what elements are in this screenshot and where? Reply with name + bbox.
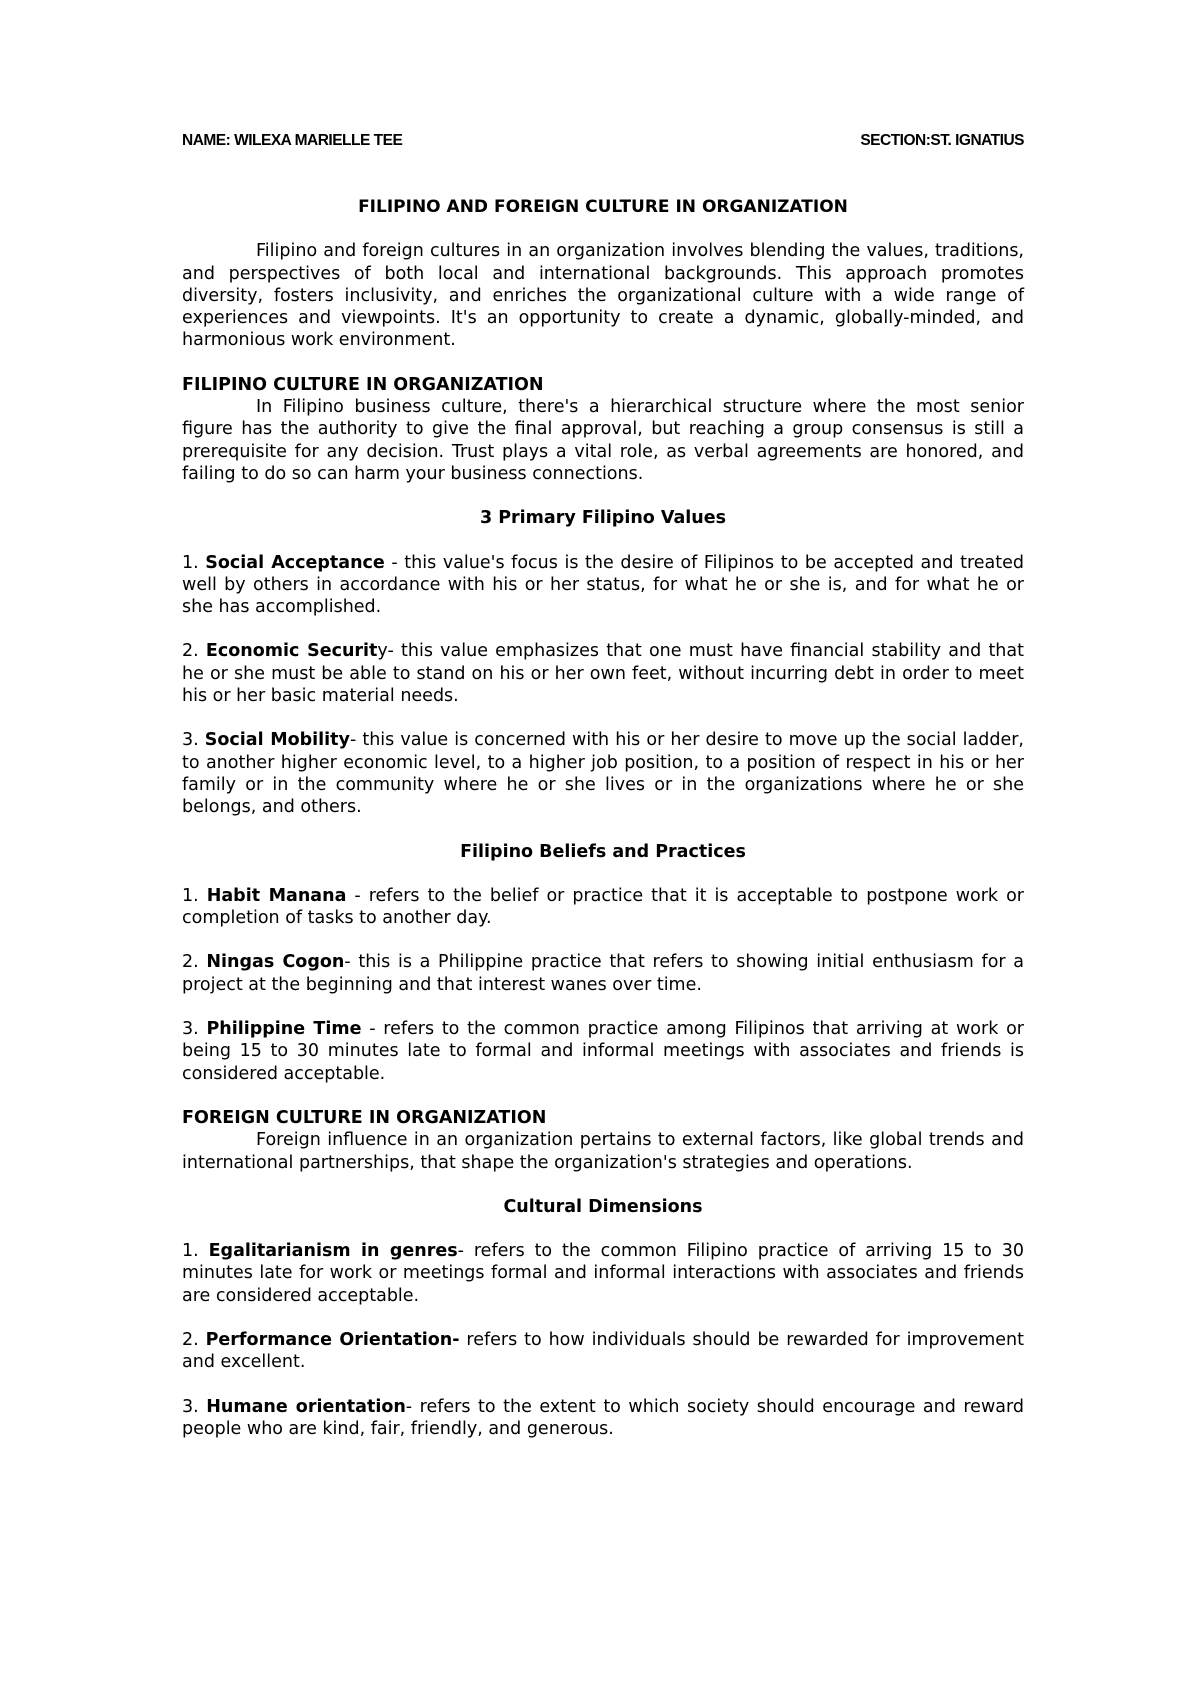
list-item: 2. Economic Security- this value emphasizes that one must have financial stability and that he or she must be able to stand on his or her own feet, without incurring debt in order to meet his or her basic material needs.	[182, 641, 1024, 707]
header	[182, 130, 1024, 152]
intro-paragraph: Filipino and foreign cultures in an organization involves blending the values, traditions, and perspectives of both local and international backgrounds. This approach promotes diversity, fosters inclusivity, and enriches the organizational culture with a wide range of experiences and viewpoints. It's an opportunity to create a dynamic, globally-minded, and harmonious work environment.	[182, 241, 1024, 351]
list-item: 3. Philippine Time - refers to the common practice among Filipinos that arriving at work or being 15 to 30 minutes late to formal and informal meetings with associates and friends is considered acceptable.	[182, 1019, 1024, 1084]
beliefs-heading: Filipino Beliefs and Practices	[460, 841, 746, 862]
document-page	[182, 130, 1024, 1440]
list-item: 1. Egalitarianism in genres- refers to the common Filipino practice of arriving 15 to 30 minutes late for work or meetings formal and informal interactions with associates and friends are considered acceptable.	[182, 1241, 1025, 1306]
list-item: 1. Social Acceptance - this value's focus is the desire of Filipinos to be accepted and treated well by others in accordance with his or her status, for what he or she is, and for what he or she has accomplished.	[182, 552, 1024, 618]
list-item: 3. Humane orientation- refers to the extent to which society should encourage and reward people who are kind, fair, friendly, and generous.	[182, 1396, 1024, 1439]
student-name: NAME: WILEXA MARIELLE TEE	[182, 132, 403, 149]
document-title: FILIPINO AND FOREIGN CULTURE IN ORGANIZATION	[358, 197, 848, 217]
filipino-culture-paragraph: In Filipino business culture, there's a hierarchical structure where the most senior figure has the authority to give the final approval, but reaching a group consensus is still a prerequisite for any decision. Trust plays a vital role, as verbal agreements are honored, and failing to do so can harm your business connections.	[182, 397, 1024, 484]
student-section: SECTION:ST. IGNATIUS	[860, 132, 1024, 149]
list-item: 3. Social Mobility- this value is concerned with his or her desire to move up the social ladder, to another higher economic level, to a higher job position, to a position of respect in his or her family or in the community where he or she lives or in the organizations where he or she belongs, and others.	[182, 730, 1024, 818]
list-item: 1. Habit Manana - refers to the belief or practice that it is acceptable to postpone work or completion of tasks to another day.	[182, 885, 1024, 929]
values-heading: 3 Primary Filipino Values	[479, 508, 727, 529]
foreign-culture-heading: FOREIGN CULTURE IN ORGANIZATION	[182, 1107, 547, 1128]
filipino-culture-heading: FILIPINO CULTURE IN ORGANIZATION	[182, 374, 544, 395]
dimensions-heading: Cultural Dimensions	[503, 1196, 703, 1217]
list-item: 2. Ningas Cogon- this is a Philippine practice that refers to showing initial enthusiasm for a project at the beginning and that interest wanes over time.	[182, 952, 1025, 995]
list-item: 2. Performance Orientation- refers to how individuals should be rewarded for improvement and excellent.	[182, 1329, 1024, 1373]
foreign-culture-paragraph: Foreign influence in an organization pertains to external factors, like global trends and international partnerships, that shape the organization's strategies and operations.	[182, 1130, 1024, 1173]
